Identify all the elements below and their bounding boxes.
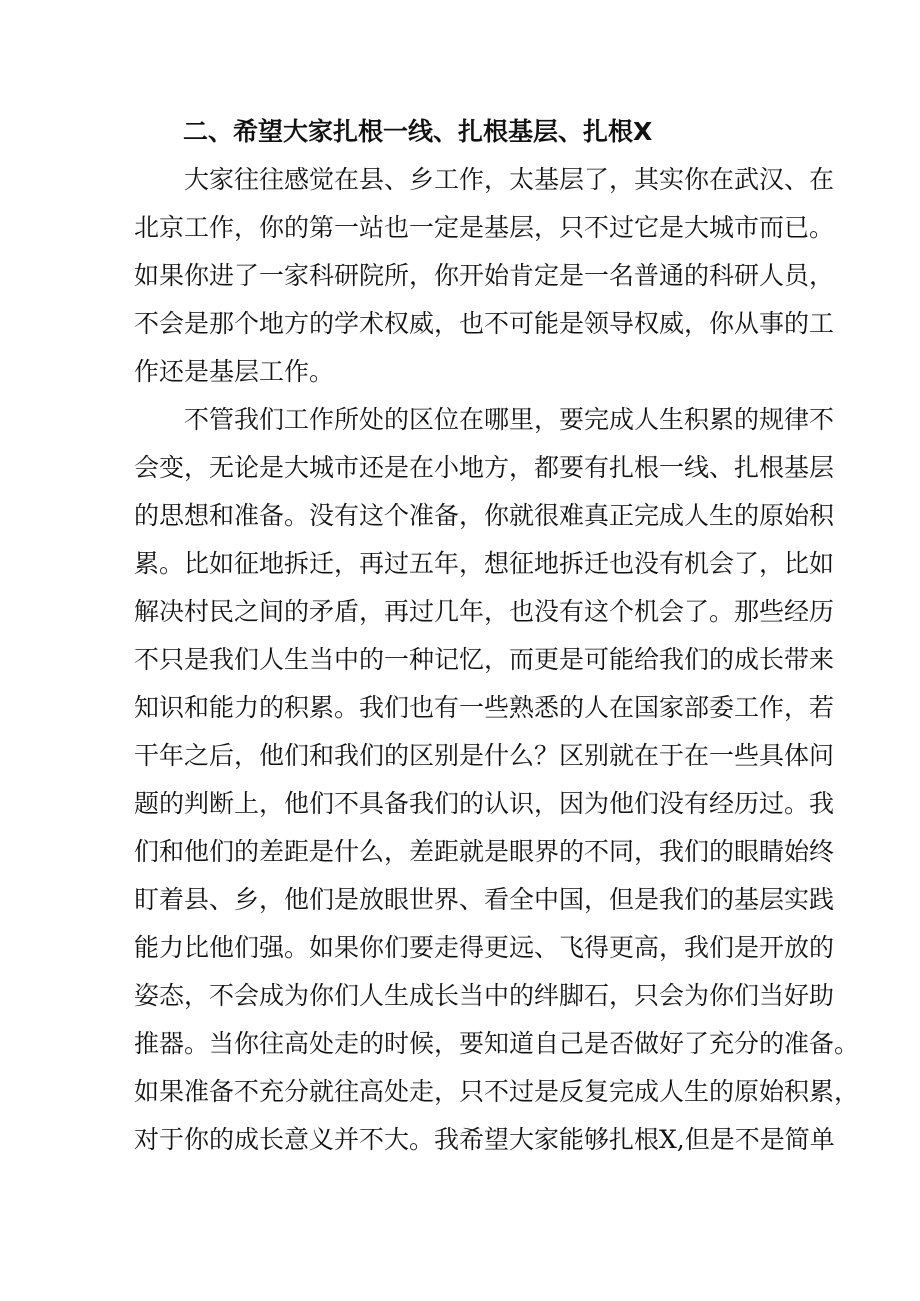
section-heading: 二、希望大家扎根一线、扎根基层、扎根X xyxy=(183,117,653,146)
paragraph-2-line-4: 累。比如征地拆迁，再过五年，想征地拆迁也没有机会了，比如 xyxy=(134,549,835,578)
paragraph-2-line-12: 能力比他们强。如果你们要走得更远、飞得更高，我们是开放的 xyxy=(134,933,835,962)
paragraph-2-line-6: 不只是我们人生当中的一种记忆，而更是可能给我们的成长带来 xyxy=(134,645,835,674)
paragraph-1-line-1: 大家往往感觉在县、乡工作，太基层了，其实你在武汉、在 xyxy=(184,165,835,194)
paragraph-1-line-2: 北京工作，你的第一站也一定是基层，只不过它是大城市而已。 xyxy=(134,213,835,242)
paragraph-2-line-9: 题的判断上，他们不具备我们的认识，因为他们没有经历过。我 xyxy=(134,789,835,818)
paragraph-2-line-1: 不管我们工作所处的区位在哪里，要完成人生积累的规律不 xyxy=(184,405,835,434)
paragraph-2-line-5: 解决村民之间的矛盾，再过几年，也没有这个机会了。那些经历 xyxy=(134,597,835,626)
paragraph-2-line-10: 们和他们的差距是什么，差距就是眼界的不同，我们的眼睛始终 xyxy=(134,837,835,866)
paragraph-2-line-2: 会变，无论是大城市还是在小地方，都要有扎根一线、扎根基层 xyxy=(134,453,835,482)
paragraph-2-line-7: 知识和能力的积累。我们也有一些熟悉的人在国家部委工作，若 xyxy=(134,693,835,722)
paragraph-2-line-11: 盯着县、乡，他们是放眼世界、看全中国，但是我们的基层实践 xyxy=(134,885,835,914)
paragraph-2-line-3: 的思想和准备。没有这个准备，你就很难真正完成人生的原始积 xyxy=(134,501,835,530)
paragraph-1-line-3: 如果你进了一家科研院所，你开始肯定是一名普通的科研人员， xyxy=(134,261,835,290)
paragraph-1-line-4: 不会是那个地方的学术权威，也不可能是领导权威，你从事的工 xyxy=(134,309,835,338)
paragraph-2-line-14: 推器。当你往高处走的时候，要知道自己是否做好了充分的准备。 xyxy=(134,1029,860,1058)
paragraph-2-line-8: 干年之后，他们和我们的区别是什么？区别就在于在一些具体问 xyxy=(134,741,835,770)
paragraph-1-line-5: 作还是基层工作。 xyxy=(134,357,335,386)
paragraph-2-line-13: 姿态，不会成为你们人生成长当中的绊脚石，只会为你们当好助 xyxy=(134,981,835,1010)
paragraph-2-line-16: 对于你的成长意义并不大。我希望大家能够扎根X,但是不是简单 xyxy=(134,1125,835,1154)
paragraph-2-line-15: 如果准备不充分就往高处走，只不过是反复完成人生的原始积累， xyxy=(134,1077,860,1106)
